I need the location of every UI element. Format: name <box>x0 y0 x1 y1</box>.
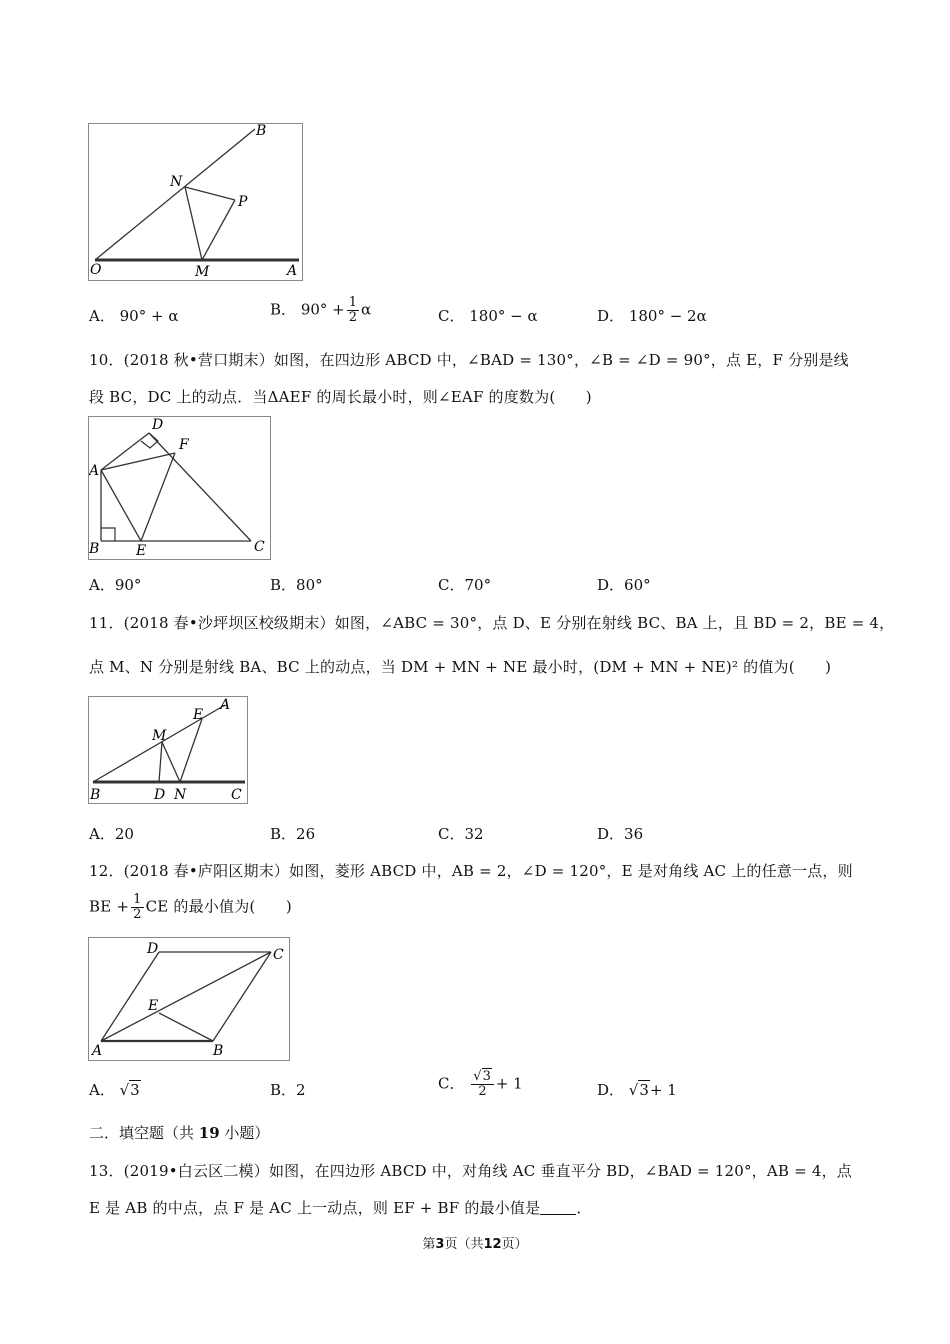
label-e: E <box>136 543 147 559</box>
q12-text-line2 <box>89 893 292 922</box>
q12-text-line1: 12．(2018 春•庐阳区期末）如图，菱形 ABCD 中，AB = 2，∠D = 120°，E 是对角线 AC 上的任意一点，则 <box>89 862 853 880</box>
footer-pre: 第 <box>422 1237 436 1252</box>
label-o: O <box>90 262 102 278</box>
q13-text-line1: 13．(2019•白云区二模）如图，在四边形 ABCD 中，对角线 AC 垂直平分 BD，∠BAD = 120°，AB = 4，点 <box>89 1162 852 1180</box>
q9-option-b[interactable] <box>270 296 371 325</box>
label-b: B <box>256 124 267 139</box>
label-d: D <box>152 417 164 433</box>
option-label: D． <box>597 307 625 325</box>
q12-figure <box>88 937 290 1061</box>
page-footer <box>0 1233 950 1252</box>
section-title-pre: 二．填空题（共 <box>89 1124 199 1142</box>
q10-option-c[interactable]: C．70° <box>438 576 492 594</box>
q9-option-c[interactable] <box>438 305 538 326</box>
option-value-tail: + 1 <box>495 1074 523 1093</box>
expr-post: CE 的最小值为( ) <box>145 897 292 916</box>
label-a: A <box>287 263 298 279</box>
fraction-numerator: 1 <box>348 295 358 310</box>
fraction-denominator: 2 <box>133 907 142 922</box>
q9-option-a[interactable] <box>89 305 178 326</box>
q11-option-c[interactable]: C．32 <box>438 825 484 843</box>
q9-option-d[interactable] <box>597 305 707 326</box>
fraction-denominator: 2 <box>478 1084 487 1099</box>
option-label: C． <box>438 307 465 325</box>
q11-text-line1: 11．(2018 春•沙坪坝区校级期末）如图，∠ABC = 30°，点 D、E 分别在射线 BC、BA 上，且 BD = 2，BE = 4， <box>89 614 895 632</box>
q10-text-line2: 段 BC，DC 上的动点．当ΔAEF 的周长最小时，则∠EAF 的度数为( ) <box>89 388 592 406</box>
label-d: D <box>154 787 166 803</box>
q13-text-line2 <box>89 1197 592 1218</box>
q12-option-d[interactable]: D． √3+ 1 <box>597 1081 677 1099</box>
sqrt-radicand: 3 <box>482 1069 491 1084</box>
answer-blank[interactable] <box>540 1200 576 1215</box>
option-label: A． <box>89 307 115 325</box>
page-number: 3 <box>435 1237 445 1252</box>
label-e: E <box>148 998 159 1014</box>
option-value: 180° − 2α <box>628 307 707 325</box>
q10-option-d[interactable]: D．60° <box>597 576 651 594</box>
sqrt-radicand: 3 <box>130 1081 140 1099</box>
section-title-post: 小题） <box>219 1124 270 1142</box>
q13-text: E 是 AB 的中点，点 F 是 AC 上一动点，则 EF + BF 的最小值是 <box>89 1199 541 1217</box>
q10-option-a[interactable]: A．90° <box>89 576 142 594</box>
label-m: M <box>152 728 167 744</box>
option-value-tail: α <box>361 300 372 319</box>
q12-diagram <box>89 938 289 1060</box>
fraction <box>131 893 143 922</box>
q9-figure <box>88 123 303 281</box>
q11-diagram <box>89 697 247 803</box>
option-value: 90° + <box>300 300 345 319</box>
q12-option-a[interactable]: A． √3 <box>89 1081 140 1099</box>
option-label: C． <box>438 1074 465 1093</box>
footer-mid: 页（共 <box>444 1237 484 1252</box>
option-label: D． <box>597 1081 625 1099</box>
label-a: A <box>89 463 100 479</box>
q12-option-c[interactable] <box>438 1070 523 1099</box>
fraction-numerator: √3 <box>471 1070 494 1085</box>
q10-figure <box>88 416 271 560</box>
expr-pre: BE + <box>89 897 130 916</box>
section-title <box>89 1122 269 1143</box>
page-total: 12 <box>483 1237 502 1252</box>
fraction <box>347 296 359 325</box>
option-value: 180° − α <box>469 307 538 325</box>
q12-option-b[interactable]: B．2 <box>270 1081 306 1099</box>
fraction-denominator: 2 <box>348 310 358 325</box>
label-n: N <box>170 174 183 190</box>
footer-post: 页） <box>501 1237 528 1252</box>
q11-option-b[interactable]: B．26 <box>270 825 316 843</box>
label-f: F <box>179 437 189 453</box>
label-c: C <box>254 539 265 555</box>
q10-diagram <box>89 417 270 559</box>
q11-option-a[interactable]: A．20 <box>89 825 134 843</box>
label-d: D <box>147 941 159 957</box>
option-value-tail: + 1 <box>649 1081 677 1099</box>
option-label: A． <box>89 1081 115 1099</box>
q11-option-d[interactable]: D．36 <box>597 825 644 843</box>
fraction <box>471 1070 494 1099</box>
label-n: N <box>174 787 187 803</box>
section-count: 19 <box>198 1124 220 1142</box>
sqrt-radicand: 3 <box>639 1081 649 1099</box>
label-m: M <box>195 264 210 280</box>
label-b: B <box>213 1043 224 1059</box>
option-label: B． <box>270 300 297 319</box>
label-a: A <box>220 697 231 713</box>
fraction-numerator: 1 <box>133 892 142 907</box>
label-b: B <box>89 541 100 557</box>
option-value: 90° + α <box>119 307 179 325</box>
q13-end: ． <box>576 1199 592 1217</box>
q11-text-line2: 点 M、N 分别是射线 BA、BC 上的动点，当 DM + MN + NE 最小时，(DM + MN + NE)² 的值为( ) <box>89 658 832 676</box>
label-e: E <box>193 707 204 723</box>
label-p: P <box>238 194 248 210</box>
q10-text-line1: 10．(2018 秋•营口期末）如图，在四边形 ABCD 中，∠BAD = 130°，∠B = ∠D = 90°，点 E，F 分别是线 <box>89 351 849 369</box>
label-a: A <box>92 1043 103 1059</box>
label-b: B <box>90 787 101 803</box>
q9-diagram <box>89 124 302 280</box>
q10-option-b[interactable]: B．80° <box>270 576 323 594</box>
q11-figure <box>88 696 248 804</box>
label-c: C <box>273 947 284 963</box>
label-c: C <box>231 787 242 803</box>
